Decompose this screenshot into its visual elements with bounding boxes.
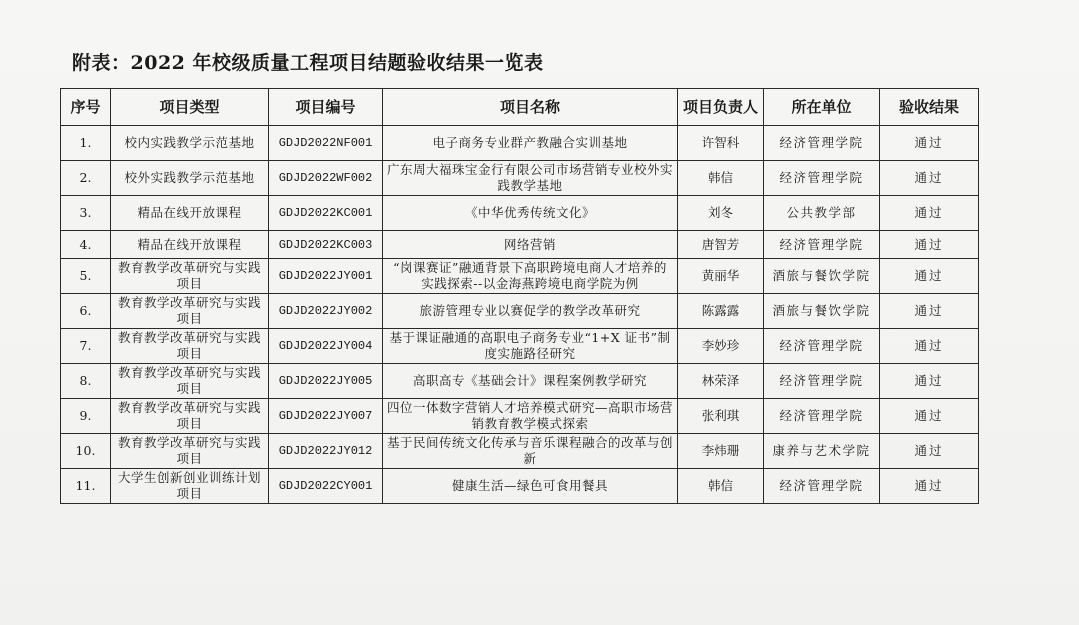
cell-seq: 10. — [61, 434, 111, 469]
cell-name: 《中华优秀传统文化》 — [383, 196, 678, 231]
cell-unit: 经济管理学院 — [764, 364, 880, 399]
cell-code: GDJD2022JY001 — [269, 259, 383, 294]
cell-name: 广东周大福珠宝金行有限公司市场营销专业校外实践教学基地 — [383, 161, 678, 196]
cell-code: GDJD2022CY001 — [269, 469, 383, 504]
cell-leader: 李妙珍 — [678, 329, 764, 364]
cell-result: 通过 — [880, 294, 979, 329]
header-type: 项目类型 — [111, 89, 269, 126]
cell-name: 基于民间传统文化传承与音乐课程融合的改革与创新 — [383, 434, 678, 469]
cell-name: 四位一体数字营销人才培养模式研究—高职市场营销教育教学模式探索 — [383, 399, 678, 434]
cell-code: GDJD2022NF001 — [269, 126, 383, 161]
cell-name: 电子商务专业群产教融合实训基地 — [383, 126, 678, 161]
cell-type: 大学生创新创业训练计划项目 — [111, 469, 269, 504]
cell-name: 旅游管理专业以赛促学的教学改革研究 — [383, 294, 678, 329]
table-row — [61, 469, 979, 504]
cell-type: 校内实践教学示范基地 — [111, 126, 269, 161]
cell-result: 通过 — [880, 126, 979, 161]
table-row — [61, 294, 979, 329]
cell-name: “岗课赛证”融通背景下高职跨境电商人才培养的实践探索--以金海燕跨境电商学院为例 — [383, 259, 678, 294]
cell-result: 通过 — [880, 399, 979, 434]
table-row — [61, 161, 979, 196]
cell-name: 高职高专《基础会计》课程案例教学研究 — [383, 364, 678, 399]
cell-name: 网络营销 — [383, 231, 678, 259]
cell-result: 通过 — [880, 161, 979, 196]
cell-seq: 8. — [61, 364, 111, 399]
cell-result: 通过 — [880, 231, 979, 259]
cell-seq: 11. — [61, 469, 111, 504]
table-row — [61, 364, 979, 399]
cell-unit: 酒旅与餐饮学院 — [764, 259, 880, 294]
cell-code: GDJD2022WF002 — [269, 161, 383, 196]
cell-leader: 陈露露 — [678, 294, 764, 329]
header-unit: 所在单位 — [764, 89, 880, 126]
cell-type: 校外实践教学示范基地 — [111, 161, 269, 196]
cell-result: 通过 — [880, 434, 979, 469]
cell-code: GDJD2022JY002 — [269, 294, 383, 329]
cell-code: GDJD2022KC003 — [269, 231, 383, 259]
cell-seq: 1. — [61, 126, 111, 161]
cell-type: 教育教学改革研究与实践项目 — [111, 259, 269, 294]
header-code: 项目编号 — [269, 89, 383, 126]
cell-result: 通过 — [880, 259, 979, 294]
cell-unit: 经济管理学院 — [764, 469, 880, 504]
cell-unit: 康养与艺术学院 — [764, 434, 880, 469]
cell-leader: 黄丽华 — [678, 259, 764, 294]
results-table — [60, 88, 979, 504]
cell-result: 通过 — [880, 364, 979, 399]
cell-result: 通过 — [880, 329, 979, 364]
cell-leader: 韩信 — [678, 161, 764, 196]
cell-seq: 2. — [61, 161, 111, 196]
cell-name: 健康生活—绿色可食用餐具 — [383, 469, 678, 504]
cell-unit: 经济管理学院 — [764, 399, 880, 434]
document-title: 附表：2022 年校级质量工程项目结题验收结果一览表 — [72, 52, 544, 74]
header-result: 验收结果 — [880, 89, 979, 126]
table-row — [61, 126, 979, 161]
cell-leader: 张利琪 — [678, 399, 764, 434]
cell-seq: 5. — [61, 259, 111, 294]
cell-type: 精品在线开放课程 — [111, 231, 269, 259]
table-row — [61, 329, 979, 364]
cell-type: 教育教学改革研究与实践项目 — [111, 364, 269, 399]
cell-type: 教育教学改革研究与实践项目 — [111, 399, 269, 434]
cell-leader: 刘冬 — [678, 196, 764, 231]
cell-unit: 经济管理学院 — [764, 231, 880, 259]
cell-leader: 唐智芳 — [678, 231, 764, 259]
table-row — [61, 196, 979, 231]
cell-unit: 经济管理学院 — [764, 161, 880, 196]
cell-code: GDJD2022KC001 — [269, 196, 383, 231]
cell-type: 精品在线开放课程 — [111, 196, 269, 231]
cell-type: 教育教学改革研究与实践项目 — [111, 329, 269, 364]
cell-seq: 9. — [61, 399, 111, 434]
header-leader: 项目负责人 — [678, 89, 764, 126]
cell-leader: 林荣泽 — [678, 364, 764, 399]
cell-leader: 李炜珊 — [678, 434, 764, 469]
cell-unit: 公共教学部 — [764, 196, 880, 231]
cell-leader: 韩信 — [678, 469, 764, 504]
cell-seq: 6. — [61, 294, 111, 329]
table-row — [61, 259, 979, 294]
cell-code: GDJD2022JY012 — [269, 434, 383, 469]
header-name: 项目名称 — [383, 89, 678, 126]
cell-type: 教育教学改革研究与实践项目 — [111, 294, 269, 329]
table-row — [61, 399, 979, 434]
cell-type: 教育教学改革研究与实践项目 — [111, 434, 269, 469]
cell-unit: 经济管理学院 — [764, 126, 880, 161]
cell-result: 通过 — [880, 469, 979, 504]
cell-seq: 7. — [61, 329, 111, 364]
cell-unit: 经济管理学院 — [764, 329, 880, 364]
cell-code: GDJD2022JY005 — [269, 364, 383, 399]
table-header-row — [61, 89, 979, 126]
cell-seq: 4. — [61, 231, 111, 259]
cell-leader: 许智科 — [678, 126, 764, 161]
cell-seq: 3. — [61, 196, 111, 231]
cell-result: 通过 — [880, 196, 979, 231]
table-row — [61, 231, 979, 259]
header-seq: 序号 — [61, 89, 111, 126]
cell-name: 基于课证融通的高职电子商务专业“1+X 证书”制度实施路径研究 — [383, 329, 678, 364]
table-row — [61, 434, 979, 469]
cell-code: GDJD2022JY004 — [269, 329, 383, 364]
cell-unit: 酒旅与餐饮学院 — [764, 294, 880, 329]
cell-code: GDJD2022JY007 — [269, 399, 383, 434]
